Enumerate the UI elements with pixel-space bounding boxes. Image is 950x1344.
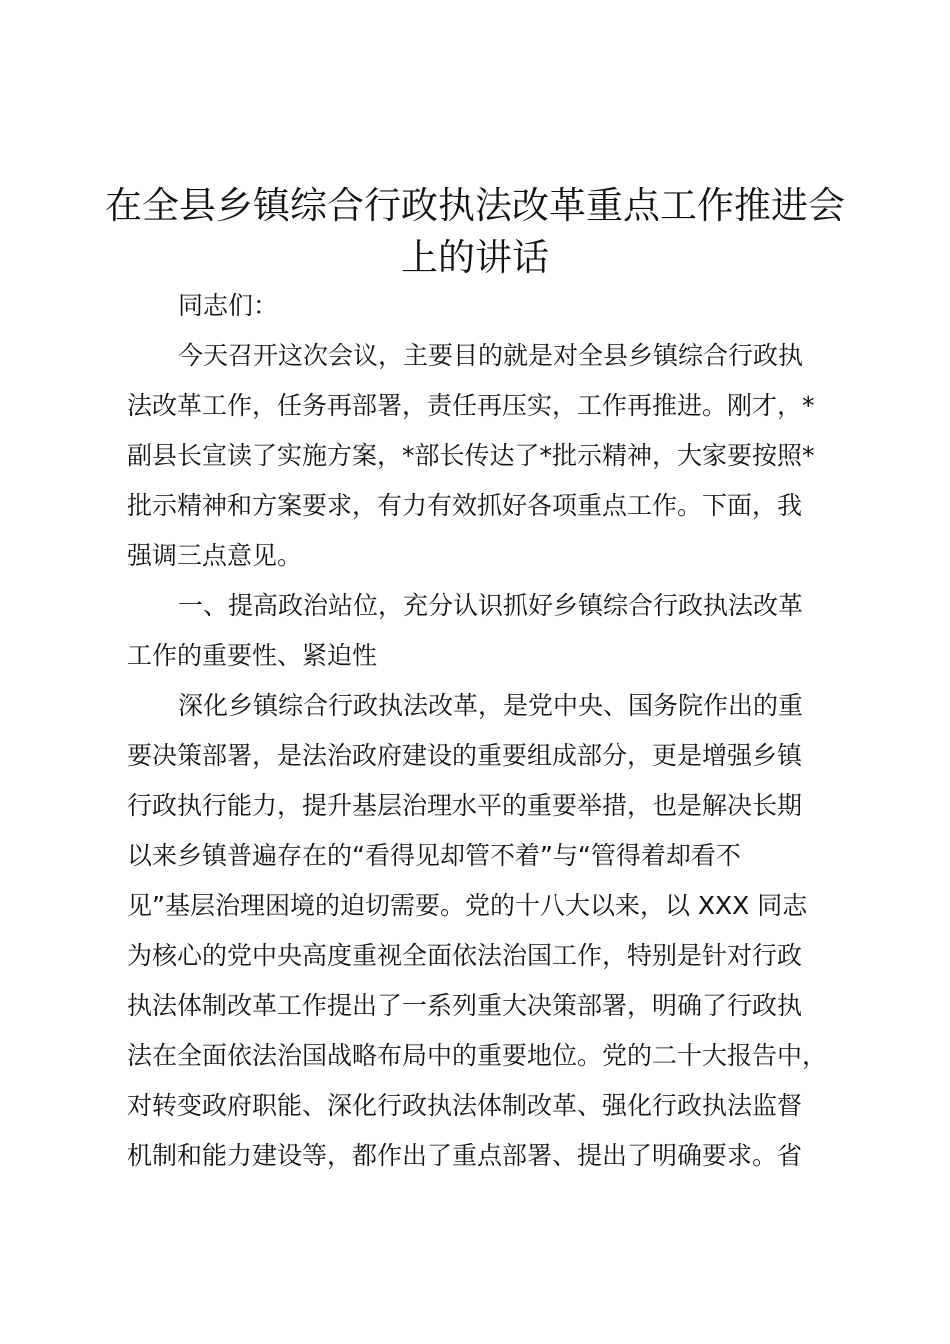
paragraph-line: 副县长宣读了实施方案，*部长传达了*批示精神，大家要按照* — [127, 441, 815, 470]
title-line-1: 在全县乡镇综合行政执法改革重点工作推进会 — [105, 184, 845, 227]
document-title — [100, 180, 850, 284]
paragraph-line: 机制和能力建设等，都作出了重点部署、提出了明确要求。省 — [127, 1141, 803, 1170]
section-heading-line: 工作的重要性、紧迫性 — [127, 641, 378, 670]
paragraph-line: 批示精神和方案要求，有力有效抓好各项重点工作。下面，我 — [127, 491, 803, 520]
title-line-2: 上的讲话 — [401, 236, 549, 279]
document-body — [127, 281, 857, 1181]
paragraph-line: 对转变政府职能、深化行政执法体制改革、强化行政执法监督 — [127, 1091, 803, 1120]
paragraph-line: 今天召开这次会议，主要目的就是对全县乡镇综合行政执 — [178, 341, 804, 370]
paragraph-line: 为核心的党中央高度重视全面依法治国工作，特别是针对行政 — [127, 941, 803, 970]
paragraph-line: 行政执行能力，提升基层治理水平的重要举措，也是解决长期 — [127, 791, 803, 820]
paragraph-line: 以来乡镇普遍存在的“看得见却管不着”与“管得着却看不 — [127, 841, 741, 870]
paragraph-1 — [127, 331, 857, 581]
paragraph-line: 法改革工作，任务再部署，责任再压实，工作再推进。刚才，* — [127, 391, 815, 420]
salutation: 同志们： — [178, 291, 279, 320]
paragraph-line: 深化乡镇综合行政执法改革，是党中央、国务院作出的重 — [178, 691, 804, 720]
section-heading-line: 一、提高政治站位，充分认识抓好乡镇综合行政执法改革 — [178, 591, 804, 620]
paragraph-line: 强调三点意见。 — [127, 541, 303, 570]
section-1-heading — [127, 581, 857, 681]
paragraph-line: 法在全面依法治国战略布局中的重要地位。党的二十大报告中， — [127, 1041, 828, 1070]
paragraph-line: 见”基层治理困境的迫切需要。党的十八大以来，以 XXX 同志 — [127, 891, 808, 920]
paragraph-line: 要决策部署，是法治政府建设的重要组成部分，更是增强乡镇 — [127, 741, 803, 770]
paragraph-2 — [127, 681, 857, 1181]
paragraph-line: 执法体制改革工作提出了一系列重大决策部署，明确了行政执 — [127, 991, 803, 1020]
